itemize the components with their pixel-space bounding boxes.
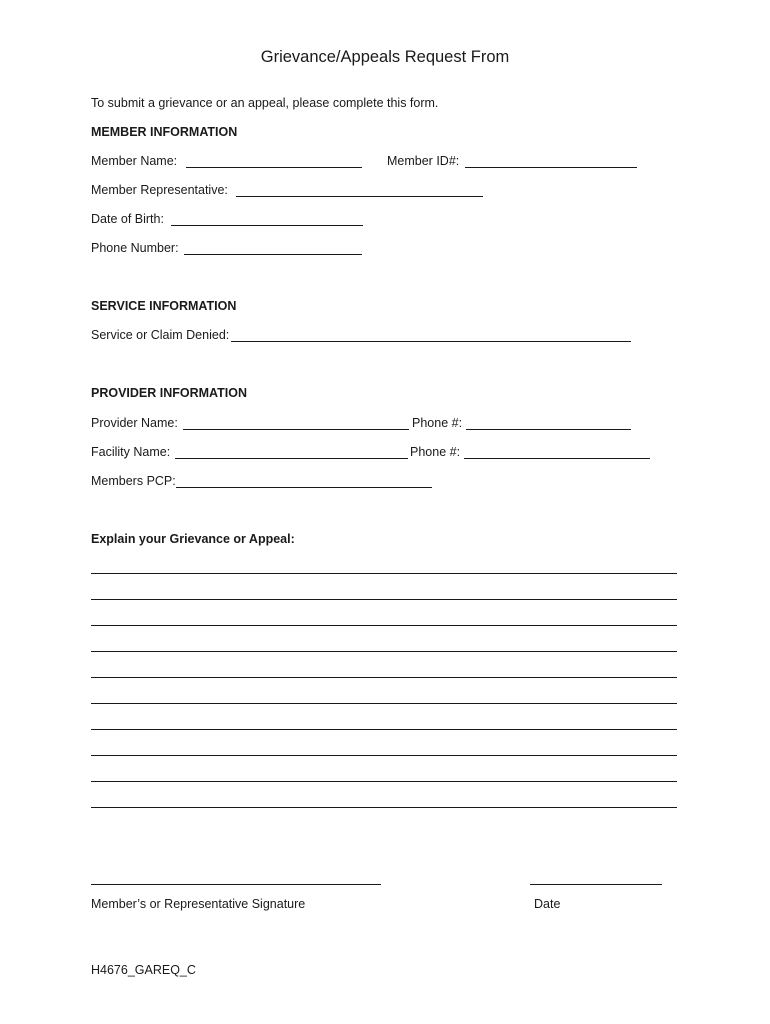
facility-name-label: Facility Name: [91, 445, 171, 459]
explain-line[interactable] [91, 651, 677, 652]
service-denied-field[interactable] [231, 341, 631, 342]
member-id-label: Member ID#: [387, 154, 460, 168]
explain-line[interactable] [91, 703, 677, 704]
form-code: H4676_GAREQ_C [91, 963, 196, 977]
form-title: Grievance/Appeals Request From [260, 48, 510, 66]
member-id-field[interactable] [465, 167, 637, 168]
signature-label: Member’s or Representative Signature [91, 897, 306, 911]
date-label: Date [534, 897, 561, 911]
phone-number-field[interactable] [184, 254, 362, 255]
explain-line[interactable] [91, 625, 677, 626]
service-denied-label: Service or Claim Denied: [91, 328, 230, 342]
members-pcp-label: Members PCP: [91, 474, 176, 488]
intro-text: To submit a grievance or an appeal, please complete this form. [91, 96, 439, 110]
provider-name-label: Provider Name: [91, 416, 178, 430]
explain-line[interactable] [91, 573, 677, 574]
signature-field[interactable] [91, 884, 381, 885]
dob-field[interactable] [171, 225, 363, 226]
provider-info-heading: PROVIDER INFORMATION [91, 386, 248, 400]
explain-heading: Explain your Grievance or Appeal: [91, 532, 295, 546]
member-name-label: Member Name: [91, 154, 178, 168]
member-name-field[interactable] [186, 167, 362, 168]
phone-number-label: Phone Number: [91, 241, 179, 255]
explain-line[interactable] [91, 729, 677, 730]
explain-line[interactable] [91, 807, 677, 808]
provider-phone-label: Phone #: [412, 416, 463, 430]
member-info-heading: MEMBER INFORMATION [91, 125, 238, 139]
service-info-heading: SERVICE INFORMATION [91, 299, 237, 313]
dob-label: Date of Birth: [91, 212, 164, 226]
members-pcp-field[interactable] [176, 487, 432, 488]
date-field[interactable] [530, 884, 662, 885]
facility-phone-label: Phone #: [410, 445, 461, 459]
member-rep-field[interactable] [236, 196, 483, 197]
provider-phone-field[interactable] [466, 429, 631, 430]
explain-line[interactable] [91, 677, 677, 678]
facility-name-field[interactable] [175, 458, 408, 459]
explain-line[interactable] [91, 781, 677, 782]
explain-line[interactable] [91, 755, 677, 756]
facility-phone-field[interactable] [464, 458, 650, 459]
provider-name-field[interactable] [183, 429, 409, 430]
explain-line[interactable] [91, 599, 677, 600]
member-rep-label: Member Representative: [91, 183, 228, 197]
